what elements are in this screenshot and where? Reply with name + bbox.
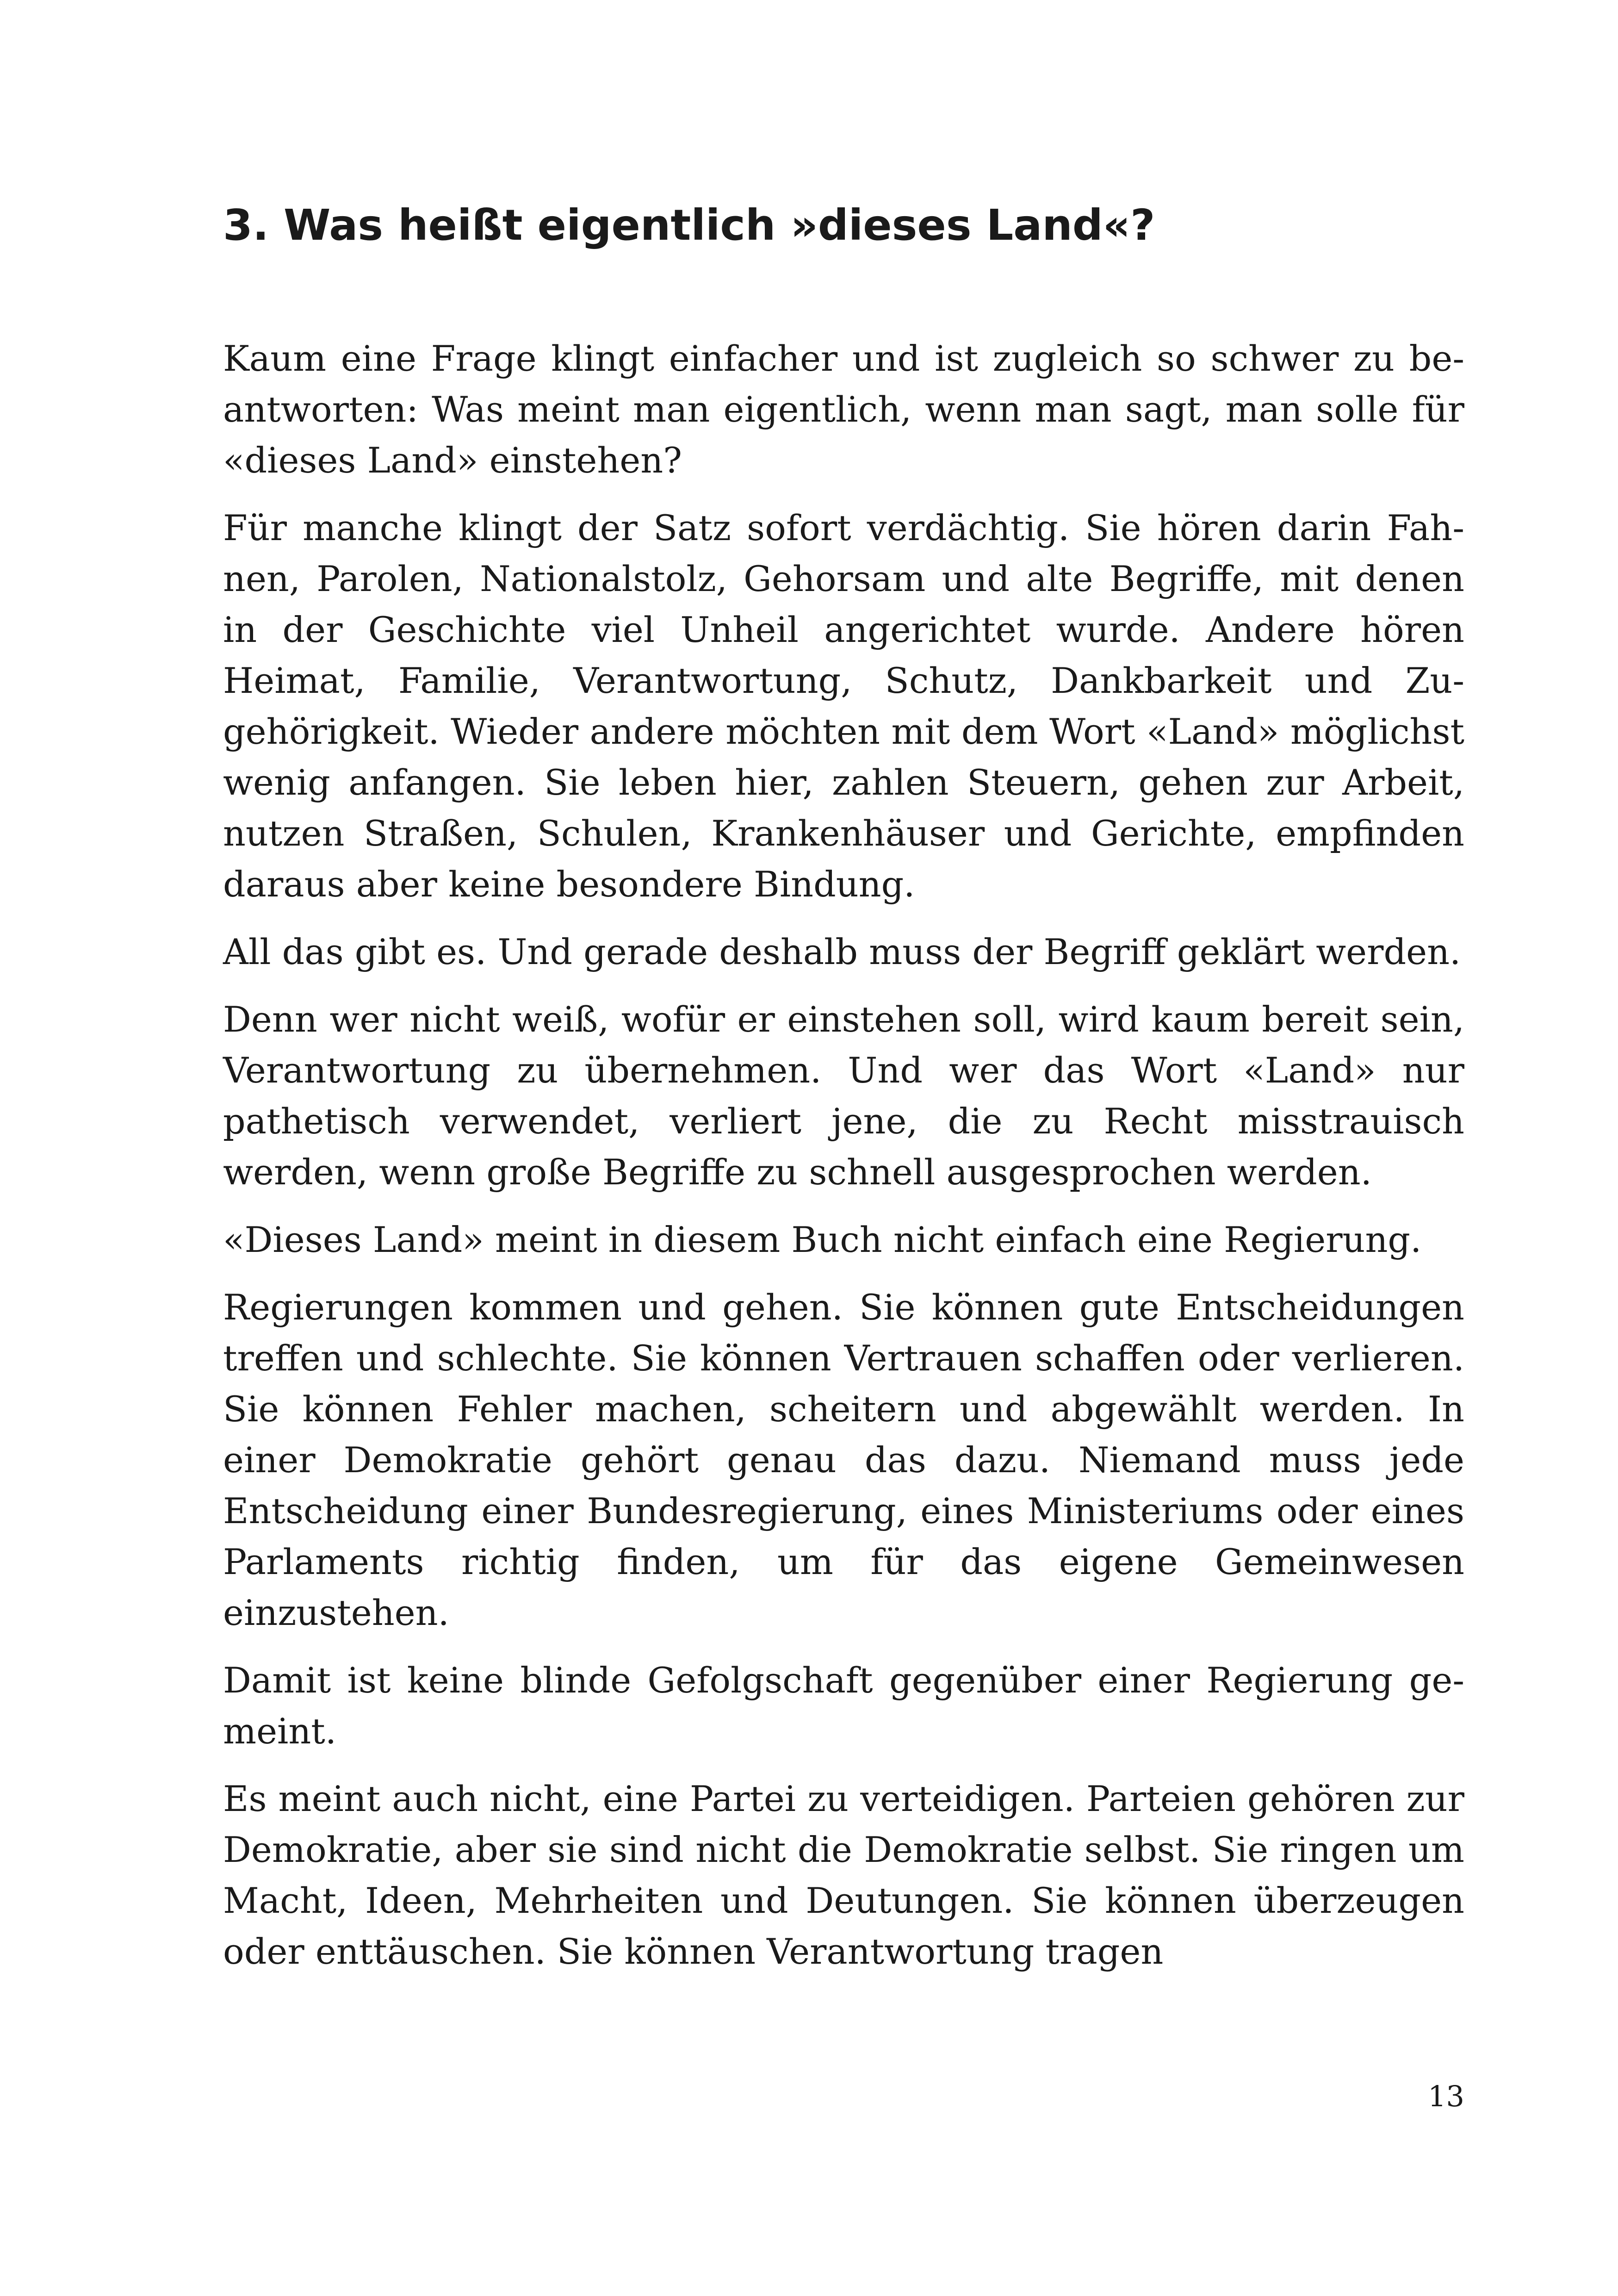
- paragraph: All das gibt es. Und gerade deshalb muss der Begriff geklärt werden.: [223, 931, 1461, 972]
- paragraph: Damit ist keine blinde Gefolgschaft gegenüber einer Regierung gemeint.: [223, 1660, 1464, 1752]
- paragraph: Es meint auch nicht, eine Partei zu verteidigen. Parteien gehören zur Demokratie, aber sie sind nicht die Demokratie selbst. Sie ringen um Macht, Ideen, Mehrheiten und Deutungen. Sie können überzeugen oder enttäuschen. Sie können Verantwortung tragen: [223, 1778, 1464, 1972]
- page-number: 13: [1428, 2079, 1464, 2113]
- body-text: [223, 333, 1464, 1994]
- paragraph: Denn wer nicht weiß, wofür er einstehen soll, wird kaum bereit sein, Verantwortung zu übernehmen. Und wer das Wort «Land» nur pathetisch verwendet, verliert jene, die zu Recht misstrauisch werden, wenn große Begriffe zu schnell ausgesprochen werden.: [223, 999, 1464, 1193]
- chapter-title: 3. Was heißt eigentlich »dieses Land«?: [223, 200, 1155, 250]
- paragraph: Für manche klingt der Satz sofort verdächtig. Sie hören darin Fahnen, Parolen, Nationalstolz, Gehorsam und alte Begriffe, mit denen in der Geschichte viel Unheil angerichtet wurde. Andere hören Heimat, Familie, Verantwortung, Schutz, Dankbarkeit und Zugehörigkeit. Wieder andere möchten mit dem Wort «Land» möglichst wenig anfangen. Sie leben hier, zahlen Steuern, gehen zur Arbeit, nutzen Straßen, Schulen, Krankenhäuser und Gerichte, empfinden daraus aber keine besondere Bindung.: [223, 507, 1464, 905]
- paragraph: Regierungen kommen und gehen. Sie können gute Entscheidungen treffen und schlechte. Sie können Vertrauen schaffen oder verlieren. Sie können Fehler machen, scheitern und abgewählt werden. In einer Demokratie gehört genau das dazu. Niemand muss jede Entscheidung einer Bundesregierung, eines Ministeriums oder eines Parlaments richtig finden, um für das eigene Gemeinwesen einzustehen.: [223, 1287, 1464, 1633]
- paragraph: Kaum eine Frage klingt einfacher und ist zugleich so schwer zu beantworten: Was meint man eigentlich, wenn man sagt, man solle für «dieses Land» einstehen?: [223, 338, 1464, 481]
- paragraph: «Dieses Land» meint in diesem Buch nicht einfach eine Regierung.: [223, 1219, 1422, 1260]
